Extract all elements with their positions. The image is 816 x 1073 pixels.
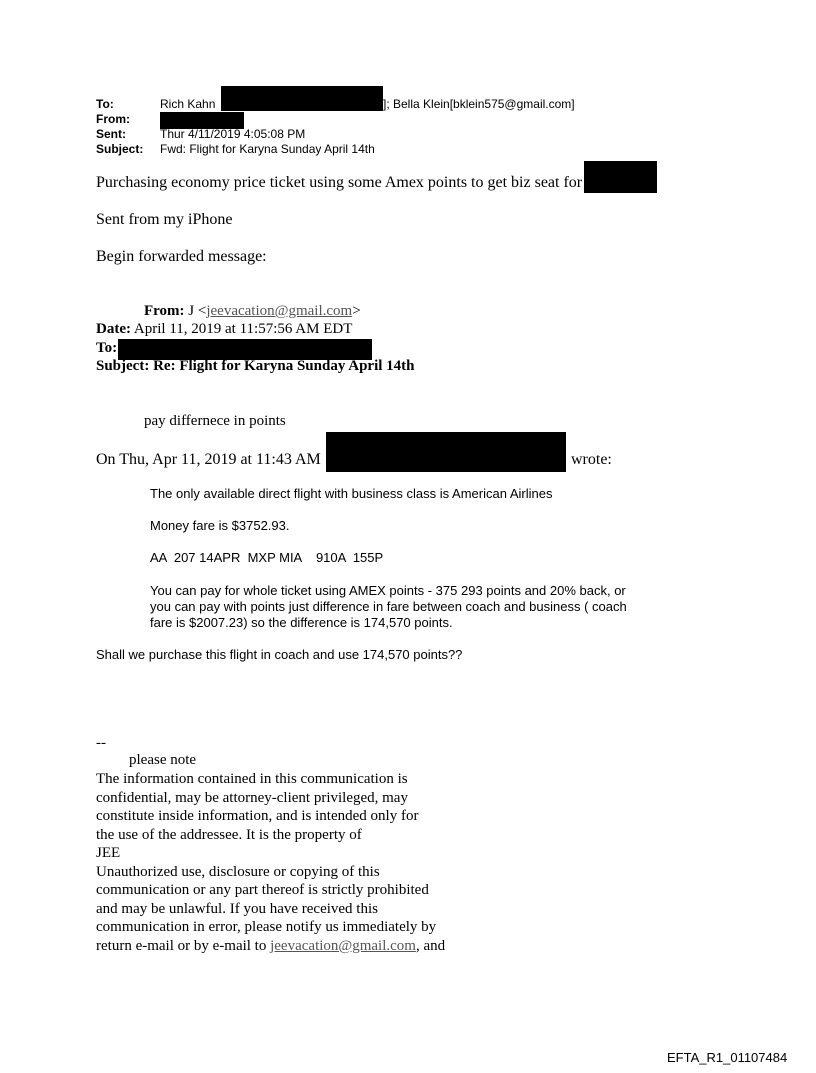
quoted-p3: AA 207 14APR MXP MIA 910A 155P: [150, 550, 384, 565]
disclaimer: [96, 770, 445, 955]
header-sent-label: Sent:: [96, 127, 126, 141]
body-line-1: Purchasing economy price ticket using some Amex points to get biz seat for: [96, 174, 583, 191]
quoted-p1: The only available direct flight with business class is American Airlines: [150, 486, 553, 501]
quoted-p4: [150, 583, 627, 631]
disclaimer-line: Unauthorized use, disclosure or copying of this: [96, 863, 380, 880]
disclaimer-last-line: return e-mail or by e-mail to jeevacation@gmail.com, and: [96, 937, 446, 954]
signature-dashes: --: [96, 735, 106, 751]
quoted-p4-line: You can pay for whole ticket using AMEX points - 375 293 points and 20% back, or: [150, 583, 626, 598]
fwd-date: Date: April 11, 2019 at 11:57:56 AM EDT: [96, 321, 353, 337]
disclaimer-line: the use of the addressee. It is the property of: [96, 826, 362, 843]
redaction-box: [118, 339, 372, 360]
fwd-on-prefix: On Thu, Apr 11, 2019 at 11:43 AM: [96, 451, 321, 468]
redaction-box: [326, 432, 566, 472]
header-subject-label: Subject:: [96, 142, 144, 156]
header-from-label: From:: [96, 112, 130, 126]
quoted-p2: Money fare is $3752.93.: [150, 518, 290, 533]
redaction-box: [584, 161, 657, 193]
signature-note: please note: [129, 752, 197, 768]
disclaimer-line: communication in error, please notify us immediately by: [96, 919, 437, 935]
quoted-p4-line: you can pay with points just difference in fare between coach and business ( coach: [150, 599, 627, 614]
header-to-label: To:: [96, 97, 114, 111]
fwd-from-email-link[interactable]: jeevacation@gmail.com: [206, 303, 353, 319]
redaction-box: [221, 86, 383, 111]
fwd-wrote: wrote:: [571, 451, 612, 468]
body-line-3: Begin forwarded message:: [96, 248, 267, 265]
fwd-to-label: To:: [96, 340, 118, 356]
header-subject-value: Fwd: Flight for Karyna Sunday April 14th: [160, 142, 375, 156]
header-to-value-end: ]; Bella Klein[bklein575@gmail.com]: [383, 97, 575, 111]
document-id: EFTA_R1_01107484: [667, 1050, 788, 1065]
header-to-value-start: Rich Kahn: [160, 97, 216, 111]
fwd-reply: pay differnece in points: [144, 413, 286, 429]
disclaimer-line: JEE: [96, 845, 121, 861]
disclaimer-email-link[interactable]: jeevacation@gmail.com: [270, 937, 416, 954]
disclaimer-line: communication or any part thereof is strictly prohibited: [96, 882, 429, 898]
disclaimer-line: constitute inside information, and is intended only for: [96, 808, 419, 824]
quoted-p4-line: fare is $2007.23) so the difference is 174,570 points.: [150, 615, 453, 630]
disclaimer-line: and may be unlawful. If you have received this: [96, 900, 378, 917]
quoted-p5: Shall we purchase this flight in coach and use 174,570 points??: [96, 647, 463, 662]
fwd-subject: Subject: Re: Flight for Karyna Sunday April 14th: [96, 358, 415, 374]
disclaimer-line: confidential, may be attorney-client privileged, may: [96, 789, 408, 806]
disclaimer-line: The information contained in this communication is: [96, 771, 408, 787]
body-line-2: Sent from my iPhone: [96, 211, 233, 228]
header-sent-value: Thur 4/11/2019 4:05:08 PM: [160, 127, 306, 141]
fwd-from: From: J <jeevacation@gmail.com>: [144, 303, 361, 319]
